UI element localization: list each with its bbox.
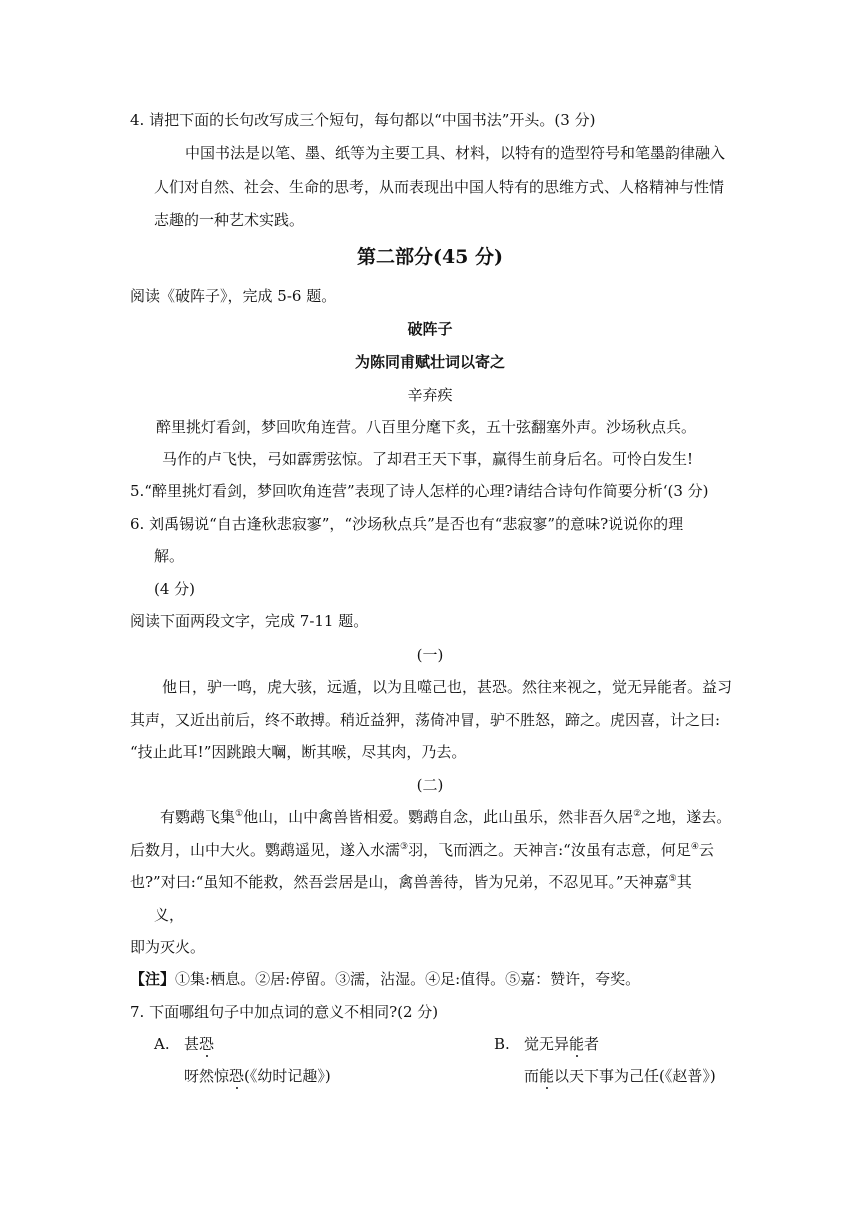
question-7-stem: 7. 下面哪组句子中加点词的意义不相同?(2 分) [130, 1003, 439, 1021]
question-6: 6. 刘禹锡说“自古逢秋悲寂寥”，“沙场秋点兵”是否也有“悲寂寥”的意味?说说你的理 [130, 515, 684, 533]
poem-line: 马作的卢飞快，弓如霹雳弦惊。了却君王天下事，赢得生前身后名。可怜白发生! [162, 450, 694, 468]
dotted-word: 恐 [199, 1035, 215, 1053]
poem-line: 醉里挑灯看剑，梦回吹角连营。八百里分麾下炙，五十弦翻塞外声。沙场秋点兵。 [156, 418, 697, 436]
footnotes: 【注】①集:栖息。②居:停留。③濡，沾湿。④足:值得。⑤嘉：赞许，夸奖。 [130, 970, 641, 988]
poem-subtitle: 为陈同甫赋壮词以寄之 [354, 353, 505, 371]
dotted-word: 能 [539, 1067, 555, 1085]
note-label: 【注】 [130, 970, 176, 988]
option-a-sentence-1: 甚恐 [184, 1035, 215, 1053]
question-4-passage: 志趣的一种艺术实践。 [154, 211, 305, 229]
question-4-passage: 中国书法是以笔、墨、纸等为主要工具、材料，以特有的造型符号和笔墨韵律融入 [185, 144, 726, 162]
section-two-text: 义， [154, 906, 185, 924]
footnote-marker: ② [633, 809, 642, 819]
question-6-score: (4 分) [154, 580, 196, 598]
part-two-heading: 第二部分(45 分) [356, 246, 504, 268]
section-two-text: 即为灭火。 [130, 938, 206, 956]
option-b-sentence-1: 觉无异能者 [524, 1035, 600, 1053]
section-two-text: 后数月，山中大火。鹦鹉遥见，遂入水濡③羽，飞而洒之。天神言:“汝虽有志意，何足④云 [130, 841, 714, 859]
part-two-intro: 阅读《破阵子》，完成 5-6 题。 [130, 287, 337, 305]
dotted-word: 能 [569, 1035, 585, 1053]
section-one-text: 他日，驴一鸣，虎大骇，远遁，以为且噬己也，甚恐。然往来视之，觉无异能者。益习 [162, 678, 733, 696]
question-4-passage: 人们对自然、社会、生命的思考，从而表现出中国人特有的思维方式、人格精神与性情 [154, 178, 725, 196]
option-b-sentence-2: 而能以天下事为己任(《赵普》) [524, 1067, 716, 1085]
section-two-text: 也?”对曰:“虽知不能救，然吾尝居是山，禽兽善待，皆为兄弟，不忍见耳。”天神嘉⑤其 [130, 873, 692, 891]
question-5: 5.“醉里挑灯看剑，梦回吹角连营”表现了诗人怎样的心理?请结合诗句作简要分析‘(3 分) [130, 482, 709, 500]
footnote-marker: ③ [400, 842, 409, 852]
footnote-marker: ⑤ [668, 874, 677, 884]
section-one-text: “技止此耳!”因跳踉大㘎，断其喉，尽其肉，乃去。 [130, 743, 467, 761]
poem-title: 破阵子 [407, 320, 453, 338]
poem-author: 辛弃疾 [407, 386, 453, 404]
question-6: 解。 [154, 547, 185, 565]
section-one-label: (一) [416, 646, 444, 664]
footnote-marker: ④ [690, 842, 699, 852]
option-a-label: A. [154, 1035, 170, 1053]
option-b-label: B. [494, 1035, 510, 1053]
reading-intro: 阅读下面两段文字，完成 7-11 题。 [130, 612, 369, 630]
dotted-word: 恐 [229, 1067, 245, 1085]
option-a-sentence-2: 呀然惊恐(《幼时记趣》) [184, 1067, 331, 1085]
footnote-marker: ① [235, 809, 244, 819]
section-two-text: 有鹦鹉飞集①他山，山中禽兽皆相爱。鹦鹉自念，此山虽乐，然非吾久居②之地，遂去。 [160, 808, 732, 826]
section-one-text: 其声，又近出前后，终不敢搏。稍近益狎，荡倚冲冒，驴不胜怒，蹄之。虎因喜，计之曰: [130, 711, 721, 729]
question-4-stem: 4. 请把下面的长句改写成三个短句，每句都以“中国书法”开头。(3 分) [130, 111, 596, 129]
section-two-label: (二) [416, 776, 444, 794]
